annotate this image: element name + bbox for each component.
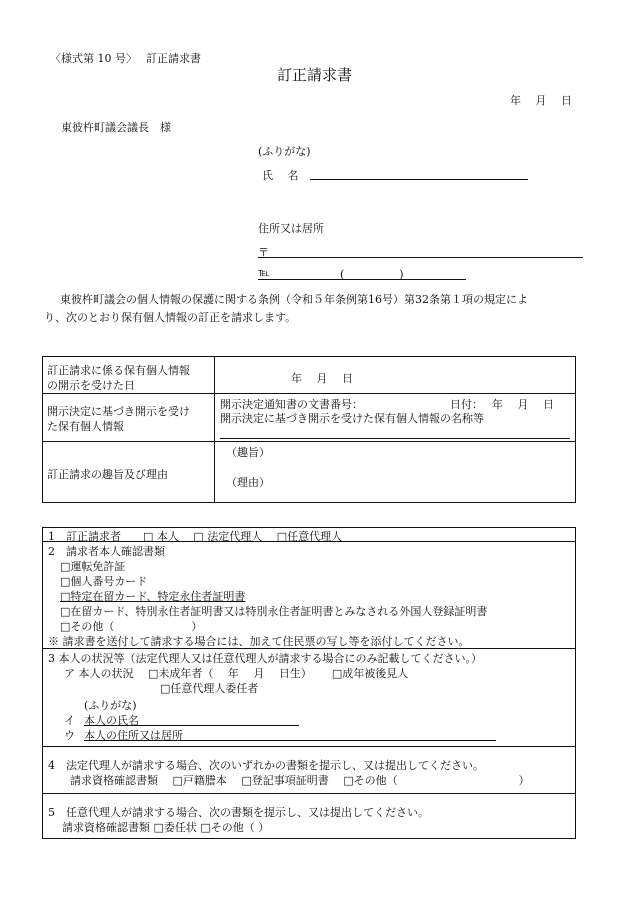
row2-label-1: 開示決定に基づき開示を受け [47,405,190,418]
legal-agent-doc-options[interactable]: 請求資格確認書類 □戸籍謄本 □登記事項証明書 □その他（ ） [70,774,530,787]
section1-requester-type[interactable]: 1 訂正請求者 □ 本人 □ 法定代理人 □任意代理人 [48,530,343,543]
applicant-address-label: 住所又は居所 [258,222,324,235]
tel-mark: ℡ [258,266,270,279]
id-doc-option[interactable]: □在留カード、特別永住者証明書又は特別永住者証明書とみなされる外国人登録証明書 [60,605,488,618]
principal-address-label: 本人の住所又は居所 [84,729,183,742]
principal-name-field[interactable] [84,725,299,726]
applicant-name-label: 氏 名 [262,169,299,182]
row1-label-2: の開示を受けた日 [47,379,135,392]
addressee: 東彼杵町議会議長 様 [61,121,171,134]
notice-doc-number-field[interactable]: 開示決定通知書の文書番号： [220,398,363,411]
section-divider [42,793,576,794]
applicant-address-field[interactable] [258,257,583,258]
principal-name-label: 本人の氏名 [84,714,139,727]
section4-title: 4 法定代理人が請求する場合、次のいずれかの書類を提示し、又は提出してください。 [48,759,484,772]
disclosed-info-name-label: 開示決定に基づき開示を受けた保有個人情報の名称等 [220,412,484,425]
intro-line-1: 東彼杵町議会の個人情報の保護に関する条例（令和５年条例第16号）第32条第１項の規定によ [60,293,528,306]
section5-title: 5 任意代理人が請求する場合、次の書類を提示し、又は提出してください。 [48,806,429,819]
id-doc-option[interactable]: □特定在留カード、特定永住者証明書 [60,590,246,603]
notice-date-field[interactable]: 日付： 年 月 日 [450,398,554,411]
applicant-name-field[interactable] [310,179,528,180]
table-divider [214,356,215,503]
voluntary-agent-doc-options[interactable]: 請求資格確認書類 □委任状 □その他（ ） [62,821,270,834]
row3-label: 訂正請求の趣旨及び理由 [47,468,168,481]
section2-title: 2 請求者本人確認書類 [48,545,165,558]
principal-furigana-label: (ふりがな) [84,699,137,712]
applicant-furigana-label: (ふりがな) [258,145,311,158]
disclosed-info-name-field[interactable] [220,438,570,439]
applicant-tel-field[interactable] [258,279,466,280]
table-row-divider [42,441,576,442]
id-doc-option[interactable]: □個人番号カード [60,575,148,588]
id-doc-option-other[interactable]: □その他（ ） [60,620,203,633]
date-field[interactable]: 年 月 日 [510,94,572,107]
row2-label-2: た保有個人情報 [47,420,124,433]
reason-label[interactable]: （理由） [226,476,270,489]
tel-paren: ( ) [340,268,404,281]
principal-address-prefix: ウ [64,729,75,742]
form-number-label: 〈様式第 10 号〉 訂正請求書 [50,52,201,65]
section3-title: 3 本人の状況等（法定代理人又は任意代理人が請求する場合にのみ記載してください。） [48,652,482,665]
principal-status-option[interactable]: □任意代理人委任者 [160,682,259,695]
purpose-label[interactable]: （趣旨） [226,446,270,459]
intro-line-2: り、次のとおり保有個人情報の訂正を請求します。 [44,311,297,324]
principal-name-prefix: イ [64,714,75,727]
section-divider [42,746,576,747]
postal-mark: 〒 [258,246,269,259]
principal-address-field[interactable] [84,740,496,741]
principal-status-line[interactable]: ア 本人の状況 □未成年者（ 年 月 日生） □成年被後見人 [64,667,409,680]
section2-note: ※ 請求書を送付して請求する場合には、加えて住民票の写し等を添付してください。 [48,635,470,648]
row1-label-1: 訂正請求に係る保有個人情報 [47,364,190,377]
page-title: 訂正請求書 [277,66,353,84]
disclosure-date-field[interactable]: 年 月 日 [291,372,353,385]
table-row-divider [42,393,576,394]
id-doc-option[interactable]: □運転免許証 [60,560,126,573]
